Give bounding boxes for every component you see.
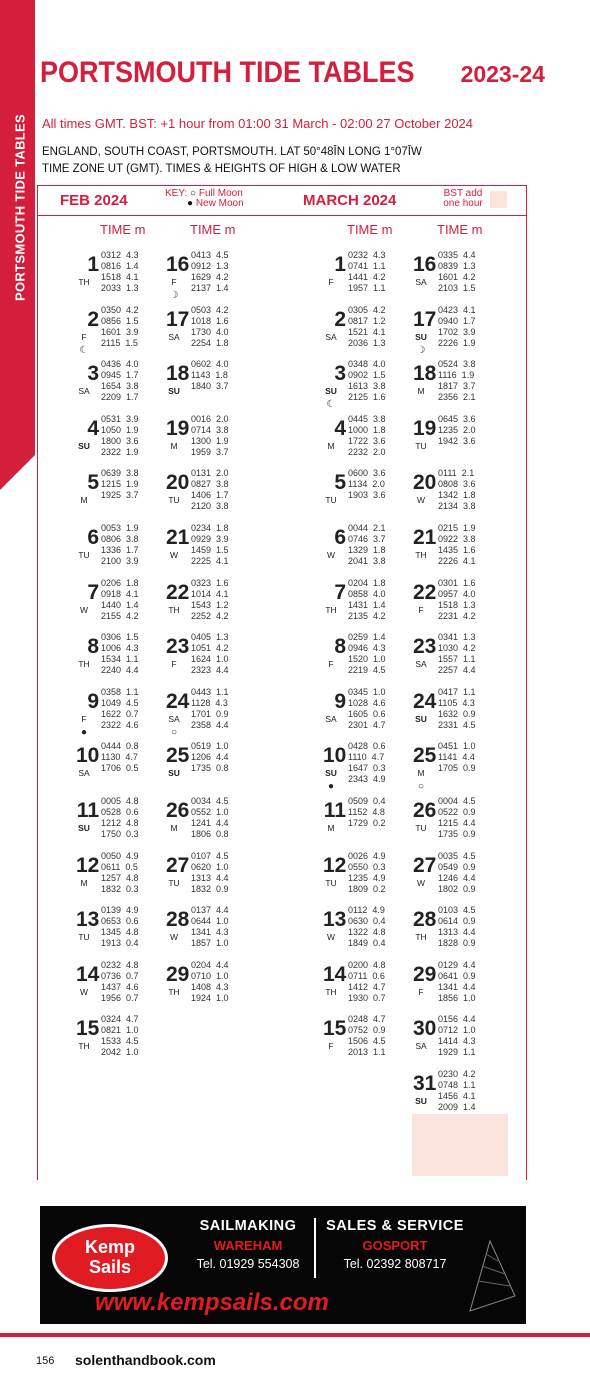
tide-times: 0444 0.8 1130 4.7 1706 0.5: [101, 741, 139, 774]
day-number: 18: [413, 362, 437, 386]
day-number: 14: [323, 962, 347, 986]
day-number: 9: [87, 689, 99, 713]
day-number: 14: [76, 962, 100, 986]
tide-times: 0443 1.1 1128 4.3 1701 0.9 2358 4.4: [191, 686, 229, 730]
side-tab: [0, 0, 35, 455]
logo-line-1: Kemp: [84, 1237, 135, 1257]
tide-times: 0156 4.4 0712 1.0 1414 4.3 1929 1.1: [438, 1014, 476, 1058]
tide-times: 0206 1.8 0918 4.1 1440 1.4 2155 4.2: [101, 577, 139, 621]
weekday: M: [417, 386, 425, 397]
day-number: 19: [413, 416, 437, 440]
tide-times: 0248 4.7 0752 0.9 1506 4.5 2013 1.1: [348, 1014, 386, 1058]
key-full-moon: Full Moon: [198, 188, 243, 199]
day-number: 27: [166, 853, 190, 877]
tide-times: 0044 2.1 0746 3.7 1329 1.8 2041 3.8: [348, 523, 386, 566]
ad-website-link[interactable]: www.kempsails.com: [95, 1289, 329, 1316]
weekday: SA: [415, 659, 427, 670]
day-number: 13: [323, 908, 347, 932]
weekday: SA: [168, 331, 180, 342]
tide-times: 0503 4.2 1018 1.6 1730 4.0 2254 1.8: [191, 304, 229, 348]
weekday: TH: [168, 986, 180, 997]
day-number: 1: [87, 253, 99, 276]
sail-illustration: [460, 1236, 520, 1316]
day-number: 3: [334, 362, 346, 386]
day-number: 23: [166, 635, 190, 659]
day-number: 3: [87, 362, 99, 386]
gmt-note: All times GMT. BST: +1 hour from 01:00 31 March - 02:00 27 October 2024: [42, 116, 474, 131]
day-number: 22: [166, 580, 190, 604]
weekday: TU: [168, 495, 180, 506]
day-number: 17: [413, 307, 437, 331]
weekday: F: [418, 986, 424, 997]
tide-times: 0200 4.8 0711 0.6 1412 4.7 1930 0.7: [348, 959, 386, 1003]
tide-times: 0335 4.4 0839 1.3 1601 4.2 2103 1.5: [438, 250, 476, 293]
weekday: TU: [415, 440, 427, 451]
weekday: F: [81, 331, 87, 342]
side-tab-label: PORTSMOUTH TIDE TABLES: [12, 114, 28, 301]
tide-times: 0405 1.3 1051 4.2 1624 1.0 2323 4.4: [191, 632, 229, 676]
day-number: 15: [323, 1017, 347, 1041]
weekday: F: [328, 277, 334, 287]
weekday: W: [326, 932, 336, 943]
tide-times: 0035 4.5 0549 0.9 1246 4.4 1802 0.9: [438, 850, 476, 894]
day-number: 24: [413, 689, 437, 713]
tide-times: 0524 3.8 1116 1.9 1817 3.7 2356 2.1: [438, 359, 476, 403]
day-number: 2: [87, 307, 99, 331]
tide-times: 0350 4.2 0856 1.5 1601 3.9 2115 1.5: [101, 304, 139, 348]
day-number: 28: [166, 908, 190, 932]
weekday: F: [171, 659, 177, 670]
page-title: [40, 56, 545, 90]
day-number: 20: [413, 471, 437, 495]
day-number: 12: [76, 853, 100, 877]
moon-phase-icon: ●: [327, 781, 335, 793]
day-number: 26: [413, 799, 437, 822]
day-number: 25: [413, 744, 437, 768]
page-number: 156: [36, 1355, 55, 1367]
ad-column-wareham: [185, 1218, 311, 1271]
day-number: 15: [76, 1017, 100, 1041]
tide-times: 0445 3.8 1000 1.8 1722 3.6 2232 2.0: [348, 413, 386, 457]
weekday: W: [79, 604, 89, 615]
weekday: TU: [78, 550, 90, 560]
moon-phase-icon: ●: [80, 726, 88, 738]
weekday: W: [79, 986, 89, 997]
logo-line-2: Sails: [88, 1257, 132, 1277]
day-number: 21: [413, 526, 437, 549]
title-year: 2023-24: [460, 61, 545, 87]
tide-times: 0230 4.2 0748 1.1 1456 4.1 2009 1.4: [438, 1069, 476, 1112]
tide-times: 0345 1.0 1028 4.6 1605 0.6 2301 4.7: [348, 686, 386, 730]
tide-times: 0053 1.9 0806 3.8 1336 1.7 2100 3.9: [101, 523, 139, 566]
tide-times: 0112 4.9 0630 0.4 1322 4.8 1849 0.4: [348, 905, 386, 949]
march-month-heading: MARCH 2024: [303, 192, 397, 209]
weekday: SA: [325, 713, 337, 724]
weekday: SU: [78, 440, 90, 451]
tide-times: 0204 4.4 0710 1.0 1408 4.3 1924 1.0: [191, 959, 229, 1003]
tide-times: 0232 4.3 0741 1.1 1441 4.2 1957 1.1: [348, 250, 386, 293]
moon-phase-icon: ☽: [169, 290, 179, 301]
weekday: SU: [168, 768, 180, 779]
day-number: 24: [166, 689, 190, 713]
header-bottom-rule: [37, 215, 526, 216]
weekday: F: [328, 1041, 334, 1052]
tide-times: 0137 4.4 0644 1.0 1341 4.3 1857 1.0: [191, 905, 229, 949]
day-number: 22: [413, 580, 437, 604]
tide-times: 0341 1.3 1030 4.2 1557 1.1 2257 4.4: [438, 632, 476, 676]
weekday: W: [169, 932, 179, 943]
weekday: TH: [325, 604, 337, 615]
moon-key: [165, 189, 244, 209]
title-text: PORTSMOUTH TIDE TABLES: [40, 56, 415, 89]
day-number: 28: [413, 908, 437, 932]
tide-times: 0005 4.8 0528 0.6 1212 4.8 1750 0.3: [101, 796, 139, 839]
weekday: TH: [78, 277, 90, 287]
location-line-2: TIME ZONE UT (GMT). TIMES & HEIGHTS OF HIGH & LOW WATER: [42, 163, 401, 175]
moon-phase-icon: ☾: [326, 399, 336, 411]
weekday: TU: [78, 932, 90, 943]
weekday: TU: [325, 495, 337, 506]
ad-tel-gosport: Tel. 02392 808717: [343, 1257, 447, 1271]
weekday: SU: [415, 1096, 427, 1106]
weekday: SU: [415, 713, 427, 724]
ad-sales-service: SALES & SERVICE: [326, 1218, 464, 1234]
tide-times: 0645 3.6 1235 2.0 1942 3.6: [438, 413, 476, 446]
day-number: 5: [87, 471, 99, 495]
day-number: 8: [334, 635, 346, 659]
tide-times: 0016 2.0 0714 3.8 1300 1.9 1959 3.7: [191, 413, 229, 457]
tide-times: 0324 4.7 0821 1.0 1533 4.5 2042 1.0: [101, 1014, 139, 1058]
weekday: F: [418, 604, 424, 615]
tide-times: 0413 4.5 0912 1.3 1629 4.2 2137 1.4: [191, 250, 229, 293]
ad-column-gosport: [320, 1218, 470, 1271]
weekday: F: [81, 713, 87, 724]
day-number: 17: [166, 307, 190, 331]
tide-times: 0215 1.9 0922 3.8 1435 1.6 2226 4.1: [438, 523, 476, 566]
weekday: M: [80, 495, 88, 506]
weekday: M: [170, 440, 178, 451]
tide-times: 0423 4.1 0940 1.7 1702 3.9 2226 1.9: [438, 304, 476, 348]
tide-times: 0139 4.9 0653 0.6 1345 4.8 1913 0.4: [101, 905, 139, 949]
weekday: SA: [78, 768, 90, 779]
day-number: 6: [87, 526, 99, 549]
tide-times: 0232 4.8 0736 0.7 1437 4.6 1956 0.7: [101, 959, 139, 1003]
day-number: 18: [166, 362, 190, 386]
day-number: 11: [323, 799, 346, 822]
tide-times: 0348 4.0 0902 1.5 1613 3.8 2125 1.6: [348, 359, 386, 403]
day-number: 16: [166, 253, 190, 276]
tide-times: 0639 3.8 1215 1.9 1925 3.7: [101, 468, 139, 501]
day-number: 2: [334, 307, 346, 331]
tide-times: 0602 4.0 1143 1.8 1840 3.7: [191, 359, 229, 392]
weekday: SU: [325, 768, 337, 779]
bst-swatch: [490, 191, 507, 208]
moon-phase-icon: ○: [417, 781, 425, 793]
day-number: 12: [323, 853, 347, 877]
weekday: M: [170, 823, 178, 833]
side-tab-corner: [0, 455, 35, 490]
weekday: TU: [415, 823, 427, 833]
tide-times: 0323 1.6 1014 4.1 1543 1.2 2252 4.2: [191, 577, 229, 621]
ad-tel-wareham: Tel. 01929 554308: [196, 1257, 300, 1271]
tide-times: 0301 1.6 0957 4.0 1518 1.3 2231 4.2: [438, 577, 476, 621]
moon-phase-icon: ☾: [79, 344, 89, 356]
weekday: M: [327, 440, 335, 451]
day-number: 10: [76, 744, 100, 768]
footer-rule: [0, 1333, 590, 1337]
tide-times: 0034 4.5 0552 1.0 1241 4.4 1806 0.8: [191, 796, 229, 839]
ad-wareham: WAREHAM: [213, 1238, 283, 1253]
day-number: 11: [76, 799, 99, 822]
tide-times: 0259 1.4 0946 4.3 1520 1.0 2219 4.5: [348, 632, 386, 676]
weekday: F: [171, 277, 177, 287]
footer-site[interactable]: solenthandbook.com: [75, 1352, 216, 1368]
day-number: 23: [413, 635, 437, 659]
day-number: 6: [334, 526, 346, 549]
weekday: SA: [325, 331, 337, 342]
weekday: TU: [168, 877, 180, 888]
day-number: 13: [76, 908, 100, 932]
weekday: SU: [325, 386, 337, 397]
day-number: 5: [334, 471, 346, 495]
day-number: 16: [413, 253, 437, 276]
day-number: 9: [334, 689, 346, 713]
day-number: 4: [334, 416, 346, 440]
tide-times: 0451 1.0 1141 4.4 1705 0.9: [438, 741, 476, 774]
tide-times: 0050 4.9 0611 0.5 1257 4.8 1832 0.3: [101, 850, 139, 894]
key-label: KEY:: [165, 188, 188, 199]
weekday: SA: [415, 1041, 427, 1052]
bst-highlight-31: [412, 1114, 508, 1176]
tide-times: 0312 4.3 0816 1.4 1518 4.1 2033 1.3: [101, 250, 139, 293]
tide-times: 0103 4.5 0614 0.9 1313 4.4 1828 0.9: [438, 905, 476, 949]
location-line-1: ENGLAND, SOUTH COAST, PORTSMOUTH. LAT 50°48ĪN LONG 1°07ĪW: [42, 146, 422, 158]
full-moon-icon: ○: [190, 188, 197, 199]
day-number: 30: [413, 1017, 437, 1041]
weekday: SA: [78, 386, 90, 397]
day-number: 27: [413, 853, 437, 877]
kemp-sails-logo: [52, 1224, 168, 1292]
feb-month-heading: FEB 2024: [60, 192, 128, 209]
weekday: W: [326, 550, 336, 560]
weekday: TH: [168, 604, 180, 615]
weekday: SU: [78, 823, 90, 833]
tide-times: 0436 4.0 0945 1.7 1654 3.8 2209 1.7: [101, 359, 139, 403]
key-new-moon: New Moon: [195, 198, 244, 209]
new-moon-icon: ●: [187, 198, 194, 209]
weekday: SA: [168, 713, 180, 724]
day-number: 31: [413, 1072, 437, 1095]
col-header-mar-right: TIME m: [437, 222, 483, 237]
tide-times: 0107 4.5 0620 1.0 1313 4.4 1832 0.9: [191, 850, 229, 894]
weekday: W: [416, 877, 426, 888]
kemp-sails-advert[interactable]: [40, 1206, 526, 1324]
tide-times: 0129 4.4 0641 0.9 1341 4.4 1856 1.0: [438, 959, 476, 1003]
day-number: 20: [166, 471, 190, 495]
ad-gosport: GOSPORT: [362, 1238, 428, 1253]
tide-times: 0600 3.6 1134 2.0 1903 3.6: [348, 468, 386, 501]
tide-times: 0519 1.0 1206 4.4 1735 0.8: [191, 741, 229, 774]
header-top-rule: [37, 185, 526, 186]
weekday: TH: [78, 1041, 90, 1052]
tide-times: 0306 1.5 1006 4.3 1534 1.1 2240 4.4: [101, 632, 139, 676]
ad-sailmaking: SAILMAKING: [199, 1218, 297, 1234]
day-number: 4: [87, 416, 99, 440]
bst-line-1: BST add: [443, 188, 483, 199]
tide-times: 0417 1.1 1105 4.3 1632 0.9 2331 4.5: [438, 686, 476, 730]
day-number: 21: [166, 526, 190, 549]
moon-phase-icon: ○: [170, 726, 178, 738]
weekday: SA: [415, 277, 427, 287]
day-number: 29: [413, 962, 437, 986]
tide-times: 0026 4.9 0550 0.3 1235 4.9 1809 0.2: [348, 850, 386, 894]
weekday: M: [327, 823, 335, 833]
day-number: 8: [87, 635, 99, 659]
weekday: TU: [325, 877, 337, 888]
day-number: 26: [166, 799, 190, 822]
tide-times: 0509 0.4 1152 4.8 1729 0.2: [348, 796, 386, 828]
tide-times: 0204 1.8 0858 4.0 1431 1.4 2135 4.2: [348, 577, 386, 621]
tide-times: 0111 2.1 0808 3.6 1342 1.8 2134 3.8: [438, 468, 476, 512]
weekday: W: [416, 495, 426, 506]
tide-times: 0428 0.6 1110 4.7 1647 0.3 2343 4.9: [348, 741, 386, 785]
day-number: 1: [334, 253, 346, 276]
bst-line-2: one hour: [443, 198, 483, 209]
tide-times: 0234 1.8 0929 3.9 1459 1.5 2225 4.1: [191, 523, 229, 566]
tide-times: 0305 4.2 0817 1.2 1521 4.1 2036 1.3: [348, 304, 386, 348]
weekday: TH: [415, 932, 427, 943]
day-number: 25: [166, 744, 190, 768]
weekday: M: [417, 768, 425, 779]
tide-times: 0358 1.1 1049 4.5 1622 0.7 2322 4.6: [101, 686, 139, 730]
day-number: 19: [166, 416, 190, 440]
col-header-feb-right: TIME m: [190, 222, 236, 237]
col-header-feb-left: TIME m: [100, 222, 146, 237]
weekday: SU: [415, 331, 427, 342]
day-number: 7: [334, 580, 346, 604]
weekday: TH: [325, 986, 337, 997]
tide-times: 0531 3.9 1050 1.9 1800 3.6 2322 1.9: [101, 413, 139, 457]
weekday: F: [328, 659, 334, 670]
day-number: 10: [323, 744, 347, 768]
col-header-mar-left: TIME m: [347, 222, 393, 237]
ad-divider: [314, 1218, 316, 1278]
bst-note: [438, 189, 488, 209]
location-info: [42, 144, 422, 178]
day-number: 29: [166, 962, 190, 986]
weekday: SU: [168, 386, 180, 397]
weekday: W: [169, 550, 179, 560]
tide-times: 0131 2.0 0827 3.8 1406 1.7 2120 3.8: [191, 468, 229, 512]
moon-phase-icon: ☽: [416, 344, 426, 356]
day-number: 7: [87, 580, 99, 604]
weekday: M: [80, 877, 88, 888]
weekday: TH: [78, 659, 90, 670]
tide-times: 0004 4.5 0522 0.9 1215 4.4 1735 0.9: [438, 796, 476, 839]
weekday: TH: [415, 550, 427, 560]
